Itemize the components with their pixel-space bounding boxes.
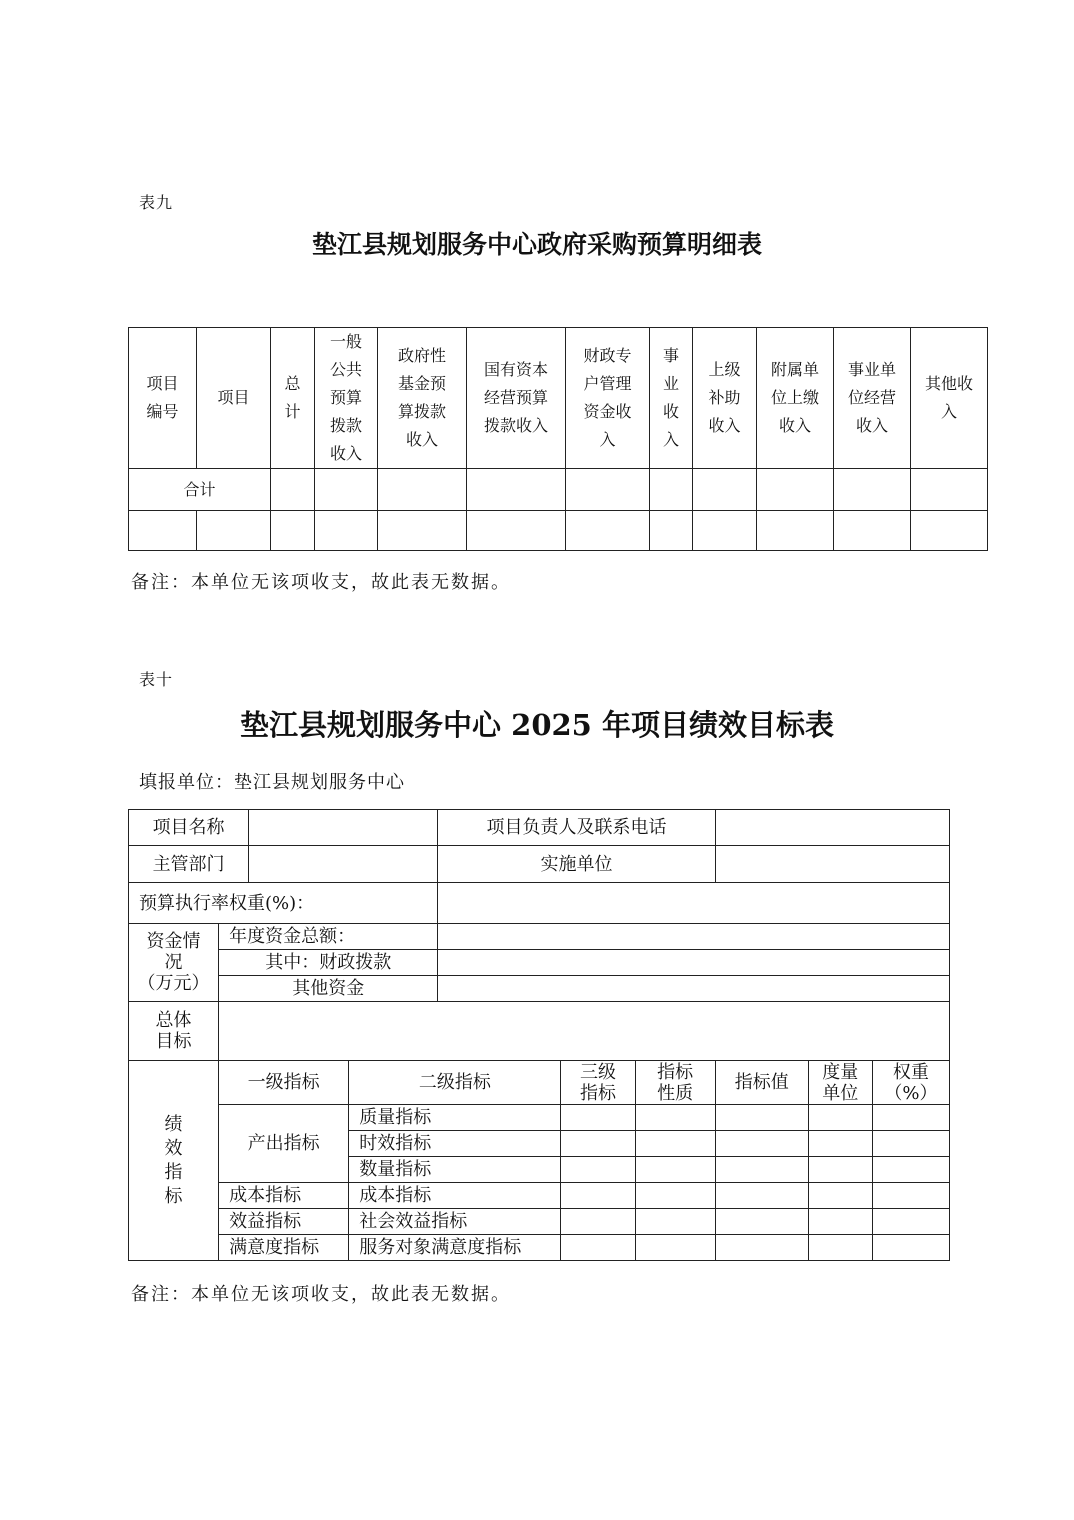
table-cell <box>808 1209 872 1235</box>
project-name-label: 项目名称 <box>129 810 249 846</box>
table-cell <box>715 846 949 883</box>
benefit-label: 效益指标 <box>219 1209 349 1235</box>
table-cell <box>715 1157 808 1183</box>
header-cell: 其他收 入 <box>911 328 988 469</box>
col-level3: 三级 指标 <box>561 1061 635 1105</box>
output-label: 产出指标 <box>219 1105 349 1183</box>
table-cell <box>834 511 911 551</box>
header-cell: 国有资本 经营预算 拨款收入 <box>467 328 566 469</box>
impl-label: 实施单位 <box>438 846 715 883</box>
table-cell <box>561 1235 635 1261</box>
table-cell <box>693 511 757 551</box>
budget-rate-label: 预算执行率权重(%)： <box>129 883 438 924</box>
table10-label: 表十 <box>139 670 174 689</box>
table-cell <box>808 1235 872 1261</box>
table-cell <box>872 1235 949 1261</box>
table9-note: 备注：本单位无该项收支，故此表无数据。 <box>131 572 511 593</box>
table-row <box>129 976 950 1002</box>
table-row <box>129 1105 950 1131</box>
table-cell <box>808 1183 872 1209</box>
table-row <box>129 883 950 924</box>
table-cell <box>271 511 315 551</box>
table-row <box>129 924 950 950</box>
table-cell <box>197 511 271 551</box>
table-cell <box>561 1131 635 1157</box>
table-cell <box>566 469 650 511</box>
table9-title: 垫江县规划服务中心政府采购预算明细表 <box>311 230 762 259</box>
satisfaction-label: 满意度指标 <box>219 1235 349 1261</box>
table-cell <box>438 924 950 950</box>
service-satisfaction-label: 服务对象满意度指标 <box>349 1235 561 1261</box>
table-cell <box>438 976 950 1002</box>
table-cell <box>635 1235 715 1261</box>
header-cell: 事业单 位经营 收入 <box>834 328 911 469</box>
col-nature: 指标 性质 <box>635 1061 715 1105</box>
procurement-budget-table <box>128 327 988 551</box>
table-cell <box>635 1183 715 1209</box>
col-value: 指标值 <box>715 1061 808 1105</box>
funds-label: 资金情 况 （万元） <box>129 924 219 1002</box>
table-cell <box>561 1209 635 1235</box>
table-cell <box>650 511 693 551</box>
total-label: 合计 <box>129 469 271 511</box>
dept-label: 主管部门 <box>129 846 249 883</box>
table-row <box>129 1209 950 1235</box>
header-cell: 项目 <box>197 328 271 469</box>
col-weight: 权重 （%） <box>872 1061 949 1105</box>
table-cell <box>561 1157 635 1183</box>
fill-unit: 填报单位：垫江县规划服务中心 <box>139 772 405 793</box>
table-cell <box>911 469 988 511</box>
table-row <box>129 1061 950 1105</box>
table-cell <box>635 1105 715 1131</box>
header-cell: 上级 补助 收入 <box>693 328 757 469</box>
table-cell <box>757 469 834 511</box>
header-cell: 附属单 位上缴 收入 <box>757 328 834 469</box>
table-cell <box>872 1209 949 1235</box>
cost-l2-label: 成本指标 <box>349 1183 561 1209</box>
table-cell <box>438 950 950 976</box>
header-cell: 政府性 基金预 算拨款 收入 <box>378 328 467 469</box>
timeliness-label: 时效指标 <box>349 1131 561 1157</box>
table-cell <box>315 469 378 511</box>
table-cell <box>271 469 315 511</box>
header-cell: 项目 编号 <box>129 328 197 469</box>
table-cell <box>219 1002 950 1061</box>
table-cell <box>561 1183 635 1209</box>
performance-target-table <box>128 809 950 1261</box>
header-cell: 财政专 户管理 资金收 入 <box>566 328 650 469</box>
table10-title: 垫江县规划服务中心 2025 年项目绩效目标表 <box>240 708 834 742</box>
table-cell <box>715 1131 808 1157</box>
contact-label: 项目负责人及联系电话 <box>438 810 715 846</box>
table-cell <box>635 1157 715 1183</box>
col-level1: 一级指标 <box>219 1061 349 1105</box>
table-cell <box>378 511 467 551</box>
table-cell <box>834 469 911 511</box>
table-cell <box>715 810 949 846</box>
table-cell <box>911 511 988 551</box>
table-row <box>129 511 988 551</box>
table-cell <box>635 1209 715 1235</box>
table-cell <box>561 1105 635 1131</box>
table-cell <box>693 469 757 511</box>
table-header-row <box>129 328 988 469</box>
table-row <box>129 1002 950 1061</box>
table-cell <box>129 511 197 551</box>
table-cell <box>635 1131 715 1157</box>
table-cell <box>467 511 566 551</box>
table-row <box>129 1183 950 1209</box>
table-row <box>129 810 950 846</box>
table-cell <box>872 1105 949 1131</box>
overall-goal-label: 总体 目标 <box>129 1002 219 1061</box>
table-cell <box>249 846 438 883</box>
other-funds-label: 其他资金 <box>219 976 438 1002</box>
header-cell: 一般 公共 预算 拨款 收入 <box>315 328 378 469</box>
performance-label: 绩 效 指 标 <box>129 1061 219 1261</box>
table-cell <box>378 469 467 511</box>
quality-label: 质量指标 <box>349 1105 561 1131</box>
table-cell <box>872 1157 949 1183</box>
table-cell <box>808 1131 872 1157</box>
table-cell <box>438 883 950 924</box>
table-cell <box>566 511 650 551</box>
table-cell <box>872 1131 949 1157</box>
table-cell <box>650 469 693 511</box>
table-cell <box>808 1157 872 1183</box>
table-cell <box>715 1209 808 1235</box>
table-cell <box>715 1105 808 1131</box>
table-cell <box>808 1105 872 1131</box>
col-unit: 度量 单位 <box>808 1061 872 1105</box>
table-row <box>129 846 950 883</box>
col-level2: 二级指标 <box>349 1061 561 1105</box>
table10-note: 备注：本单位无该项收支，故此表无数据。 <box>131 1284 511 1305</box>
table-row <box>129 950 950 976</box>
table9-label: 表九 <box>139 193 174 212</box>
cost-l1-label: 成本指标 <box>219 1183 349 1209</box>
table-cell <box>757 511 834 551</box>
social-benefit-label: 社会效益指标 <box>349 1209 561 1235</box>
table-cell <box>715 1183 808 1209</box>
table-cell <box>715 1235 808 1261</box>
header-cell: 总 计 <box>271 328 315 469</box>
table-cell <box>315 511 378 551</box>
table-row <box>129 1235 950 1261</box>
table-cell <box>872 1183 949 1209</box>
table-cell <box>467 469 566 511</box>
fiscal-label: 其中：财政拨款 <box>219 950 438 976</box>
total-row <box>129 469 988 511</box>
header-cell: 事 业 收 入 <box>650 328 693 469</box>
annual-total-label: 年度资金总额： <box>219 924 438 950</box>
table-cell <box>249 810 438 846</box>
quantity-label: 数量指标 <box>349 1157 561 1183</box>
